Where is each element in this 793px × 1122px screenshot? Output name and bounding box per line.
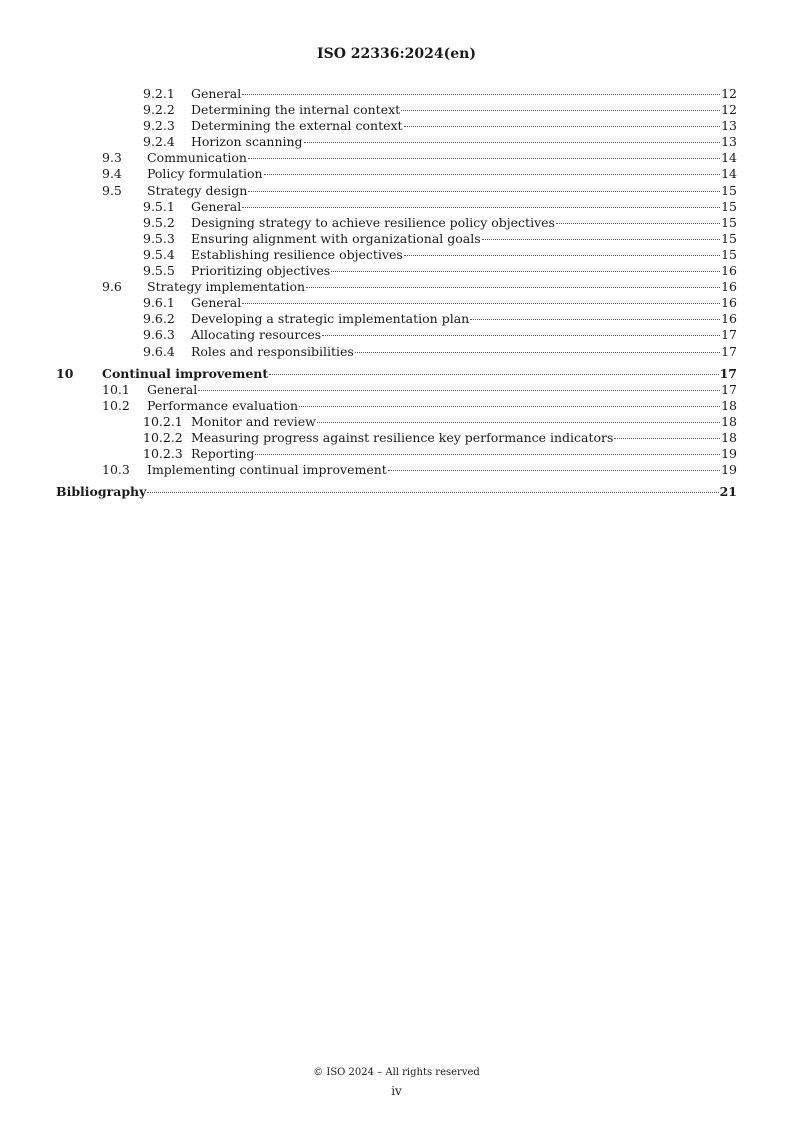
toc-title: Continual improvement <box>102 365 269 381</box>
toc-page: 14 <box>721 150 737 166</box>
dot-leader <box>317 422 720 423</box>
toc-title: Implementing continual improvement <box>147 462 387 478</box>
toc-entry-10-2[interactable] <box>56 398 737 414</box>
toc-title: Performance evaluation <box>147 397 299 413</box>
toc-title: Strategy implementation <box>147 279 306 295</box>
toc-number: 9.5 <box>102 182 122 198</box>
toc-number: 9.2.1 <box>143 86 175 101</box>
toc-title: Prioritizing objectives <box>191 263 331 279</box>
toc-number: 9.2.2 <box>143 102 175 118</box>
dot-leader <box>306 287 720 288</box>
toc-page: 14 <box>721 166 737 182</box>
toc-entry-9-6-2[interactable] <box>56 311 737 327</box>
toc-number: 9.2.4 <box>143 134 175 150</box>
dot-leader <box>470 319 720 320</box>
dot-leader <box>264 174 721 175</box>
dot-leader <box>299 406 720 407</box>
toc-number: 9.5.4 <box>143 246 175 262</box>
toc-page: 16 <box>721 279 737 295</box>
toc-title: Policy formulation <box>147 166 263 182</box>
toc-title: General <box>147 381 198 397</box>
toc-page: 19 <box>721 446 737 462</box>
toc-entry-9-5[interactable] <box>56 183 737 199</box>
toc-title: Roles and responsibilities <box>191 343 354 359</box>
toc-page: 12 <box>721 102 737 118</box>
toc-title: Determining the external context <box>191 118 403 134</box>
toc-page: 19 <box>721 462 737 478</box>
toc-title: General <box>191 295 242 311</box>
dot-leader <box>242 207 720 208</box>
toc-page: 15 <box>721 214 737 230</box>
page-number: iv <box>391 1084 402 1098</box>
toc-page: 18 <box>721 429 737 445</box>
toc-number: 9.5.5 <box>143 263 175 279</box>
toc-entry-9-5-1[interactable] <box>56 199 737 215</box>
toc-page: 17 <box>721 343 737 359</box>
toc-entry-9-5-3[interactable] <box>56 231 737 247</box>
toc-number: 10.1 <box>102 381 130 397</box>
dot-leader <box>242 303 720 304</box>
toc-title: Establishing resilience objectives <box>191 246 403 262</box>
toc-page: 15 <box>721 182 737 198</box>
dot-leader <box>255 454 720 455</box>
toc-number: 9.5.2 <box>143 214 175 230</box>
toc-entry-10-3[interactable] <box>56 462 737 478</box>
dot-leader <box>614 438 720 439</box>
toc-entry-9-6-3[interactable] <box>56 327 737 343</box>
toc-number: 9.5.1 <box>143 198 175 214</box>
dot-leader <box>404 126 721 127</box>
toc-page: 17 <box>719 365 737 381</box>
toc-page: 13 <box>721 118 737 134</box>
toc-title: General <box>191 86 242 101</box>
dot-leader <box>556 223 720 224</box>
toc-title: Developing a strategic implementation plan <box>191 311 470 327</box>
document-header: ISO 22336:2024(en) <box>317 46 476 62</box>
toc-title: General <box>191 198 242 214</box>
toc-title: Communication <box>147 150 247 166</box>
toc-page: 12 <box>721 86 737 101</box>
toc-entry-bibliography[interactable] <box>56 484 737 500</box>
toc-page: 18 <box>721 397 737 413</box>
toc-entry-9-6-1[interactable] <box>56 295 737 311</box>
toc-page: 15 <box>721 198 737 214</box>
toc-title: Designing strategy to achieve resilience policy objectives <box>191 214 555 230</box>
dot-leader <box>269 374 718 375</box>
toc-page: 17 <box>721 381 737 397</box>
toc-number: 9.3 <box>102 150 122 166</box>
dot-leader <box>248 191 720 192</box>
dot-leader <box>388 470 720 471</box>
toc-title: Measuring progress against resilience key performance indicators <box>191 429 614 445</box>
toc-entry-10[interactable] <box>56 366 737 382</box>
toc-entry-9-2-4[interactable] <box>56 134 737 150</box>
toc-number: 10 <box>56 365 74 381</box>
toc-page: 17 <box>721 327 737 343</box>
toc-number: 9.6 <box>102 279 122 295</box>
copyright-notice: © ISO 2024 – All rights reserved <box>313 1067 480 1078</box>
toc-page: 18 <box>721 413 737 429</box>
toc-entry-10-2-2[interactable] <box>56 430 737 446</box>
toc-page: 13 <box>721 134 737 150</box>
toc-entry-9-6[interactable] <box>56 279 737 295</box>
toc-page: 16 <box>721 295 737 311</box>
toc-entry-9-2-1[interactable] <box>56 86 737 102</box>
dot-leader <box>331 271 720 272</box>
toc-page: 21 <box>719 484 737 500</box>
toc-page: 15 <box>721 230 737 246</box>
toc-entry-10-2-3[interactable] <box>56 446 737 462</box>
toc-title: Horizon scanning <box>191 134 303 150</box>
toc-number: 9.6.2 <box>143 311 175 327</box>
toc-number: 10.2.1 <box>143 413 183 429</box>
toc-page: 16 <box>721 263 737 279</box>
dot-leader <box>404 255 720 256</box>
toc-page: 16 <box>721 311 737 327</box>
toc-title: Reporting <box>191 446 255 462</box>
toc-entry-9-2-3[interactable] <box>56 118 737 134</box>
toc-entry-9-5-5[interactable] <box>56 263 737 279</box>
toc-entry-10-1[interactable] <box>56 382 737 398</box>
toc-entry-9-2-2[interactable] <box>56 102 737 118</box>
toc-number: 9.6.3 <box>143 327 175 343</box>
toc-entry-9-5-2[interactable] <box>56 215 737 231</box>
toc-number: 9.2.3 <box>143 118 175 134</box>
dot-leader <box>401 110 720 111</box>
toc-number: 9.6.1 <box>143 295 175 311</box>
table-of-contents <box>56 86 737 500</box>
toc-title: Ensuring alignment with organizational goals <box>191 230 481 246</box>
toc-entry-9-6-4[interactable] <box>56 344 737 360</box>
dot-leader <box>304 142 721 143</box>
toc-entry-10-2-1[interactable] <box>56 414 737 430</box>
toc-page: 15 <box>721 246 737 262</box>
toc-entry-9-4[interactable] <box>56 166 737 182</box>
toc-number: 10.3 <box>102 462 130 478</box>
toc-number: 9.6.4 <box>143 343 175 359</box>
toc-number: 10.2.3 <box>143 446 183 462</box>
toc-title: Determining the internal context <box>191 102 401 118</box>
dot-leader <box>198 390 720 391</box>
toc-entry-9-5-4[interactable] <box>56 247 737 263</box>
toc-number: 10.2.2 <box>143 429 183 445</box>
dot-leader <box>322 335 720 336</box>
dot-leader <box>248 158 720 159</box>
dot-leader <box>147 492 718 493</box>
toc-number: 10.2 <box>102 397 130 413</box>
dot-leader <box>242 94 720 95</box>
dot-leader <box>482 239 720 240</box>
toc-title: Strategy design <box>147 182 248 198</box>
toc-entry-9-3[interactable] <box>56 150 737 166</box>
toc-title: Bibliography <box>56 484 147 500</box>
toc-number: 9.4 <box>102 166 122 182</box>
toc-title: Monitor and review <box>191 413 316 429</box>
toc-title: Allocating resources <box>191 327 322 343</box>
dot-leader <box>355 352 720 353</box>
toc-number: 9.5.3 <box>143 230 175 246</box>
